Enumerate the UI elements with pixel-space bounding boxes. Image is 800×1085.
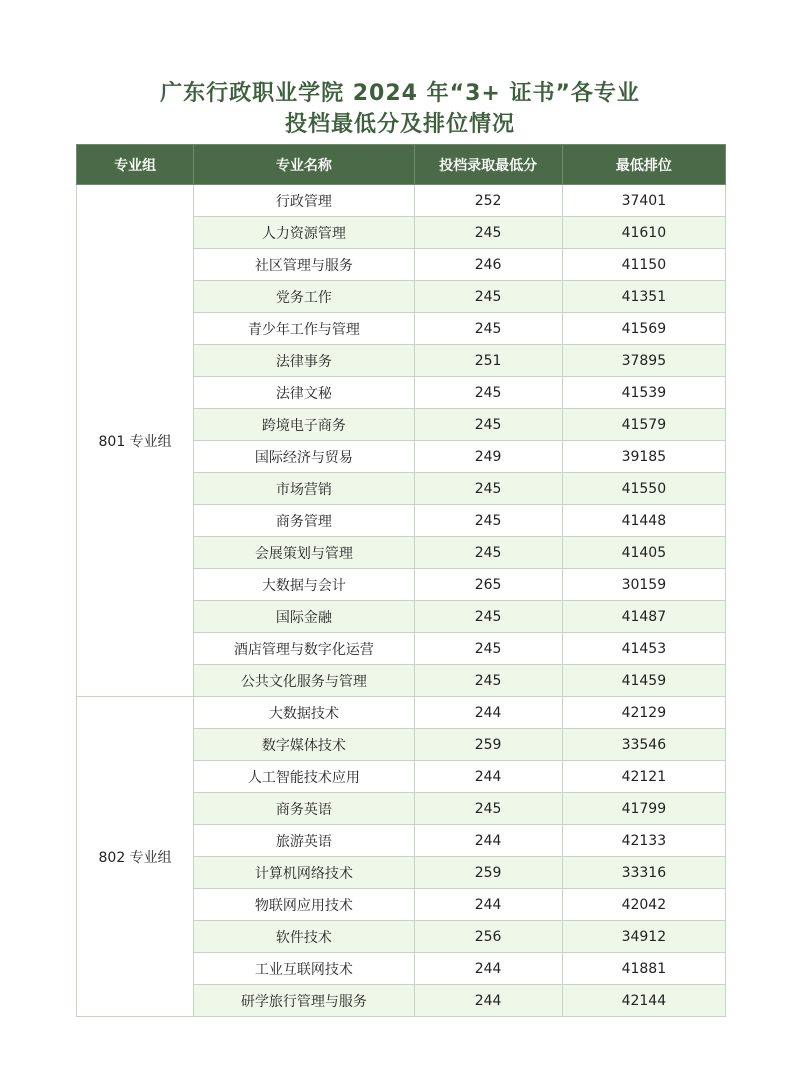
major-name-cell: 研学旅行管理与服务 <box>194 985 414 1017</box>
page-title: 广东行政职业学院 2024 年“3+ 证书”各专业 <box>160 81 640 106</box>
min-rank-cell: 41448 <box>562 505 725 537</box>
major-name-cell: 物联网应用技术 <box>194 889 414 921</box>
min-rank-cell: 42144 <box>562 985 725 1017</box>
min-score-cell: 245 <box>414 377 562 409</box>
min-score-cell: 251 <box>414 345 562 377</box>
min-rank-cell: 37895 <box>562 345 725 377</box>
min-rank-cell: 41881 <box>562 953 725 985</box>
min-rank-cell: 37401 <box>562 185 725 217</box>
min-score-cell: 245 <box>414 793 562 825</box>
major-name-cell: 市场营销 <box>194 473 414 505</box>
min-rank-cell: 34912 <box>562 921 725 953</box>
min-rank-cell: 41610 <box>562 217 725 249</box>
table-row <box>77 185 726 217</box>
header-group: 专业组 <box>77 145 194 185</box>
major-name-cell: 工业互联网技术 <box>194 953 414 985</box>
min-rank-cell: 41569 <box>562 313 725 345</box>
min-score-cell: 245 <box>414 633 562 665</box>
min-score-cell: 244 <box>414 953 562 985</box>
major-name-cell: 人工智能技术应用 <box>194 761 414 793</box>
min-rank-cell: 39185 <box>562 441 725 473</box>
major-name-cell: 软件技术 <box>194 921 414 953</box>
min-score-cell: 252 <box>414 185 562 217</box>
min-rank-cell: 42133 <box>562 825 725 857</box>
min-score-cell: 249 <box>414 441 562 473</box>
major-name-cell: 党务工作 <box>194 281 414 313</box>
min-score-cell: 245 <box>414 217 562 249</box>
min-rank-cell: 41550 <box>562 473 725 505</box>
min-rank-cell: 42042 <box>562 889 725 921</box>
major-name-cell: 法律事务 <box>194 345 414 377</box>
min-score-cell: 245 <box>414 409 562 441</box>
min-score-cell: 245 <box>414 281 562 313</box>
min-rank-cell: 41351 <box>562 281 725 313</box>
table-body <box>77 185 726 1017</box>
min-score-cell: 259 <box>414 729 562 761</box>
min-score-cell: 246 <box>414 249 562 281</box>
major-name-cell: 大数据技术 <box>194 697 414 729</box>
min-rank-cell: 41799 <box>562 793 725 825</box>
min-rank-cell: 42121 <box>562 761 725 793</box>
min-rank-cell: 41405 <box>562 537 725 569</box>
major-name-cell: 会展策划与管理 <box>194 537 414 569</box>
min-score-cell: 259 <box>414 857 562 889</box>
group-name-cell: 802 专业组 <box>77 697 194 1017</box>
major-name-cell: 国际金融 <box>194 601 414 633</box>
major-name-cell: 青少年工作与管理 <box>194 313 414 345</box>
min-score-cell: 244 <box>414 761 562 793</box>
min-score-cell: 265 <box>414 569 562 601</box>
min-score-cell: 244 <box>414 697 562 729</box>
min-score-cell: 256 <box>414 921 562 953</box>
page-subtitle: 投档最低分及排位情况 <box>284 112 515 137</box>
major-name-cell: 法律文秘 <box>194 377 414 409</box>
major-name-cell: 人力资源管理 <box>194 217 414 249</box>
header-min-score: 投档录取最低分 <box>414 145 562 185</box>
table-row <box>77 697 726 729</box>
min-score-cell: 244 <box>414 825 562 857</box>
score-table <box>76 144 726 1017</box>
major-name-cell: 公共文化服务与管理 <box>194 665 414 697</box>
min-score-cell: 245 <box>414 473 562 505</box>
min-rank-cell: 41487 <box>562 601 725 633</box>
major-name-cell: 商务管理 <box>194 505 414 537</box>
major-name-cell: 酒店管理与数字化运营 <box>194 633 414 665</box>
major-name-cell: 跨境电子商务 <box>194 409 414 441</box>
major-name-cell: 数字媒体技术 <box>194 729 414 761</box>
header-min-rank: 最低排位 <box>562 145 725 185</box>
min-rank-cell: 30159 <box>562 569 725 601</box>
min-rank-cell: 41539 <box>562 377 725 409</box>
min-rank-cell: 33316 <box>562 857 725 889</box>
min-rank-cell: 41579 <box>562 409 725 441</box>
min-score-cell: 245 <box>414 313 562 345</box>
min-rank-cell: 41150 <box>562 249 725 281</box>
major-name-cell: 国际经济与贸易 <box>194 441 414 473</box>
major-name-cell: 计算机网络技术 <box>194 857 414 889</box>
major-name-cell: 行政管理 <box>194 185 414 217</box>
group-name-cell: 801 专业组 <box>77 185 194 697</box>
header-major: 专业名称 <box>194 145 414 185</box>
major-name-cell: 旅游英语 <box>194 825 414 857</box>
min-score-cell: 245 <box>414 537 562 569</box>
min-rank-cell: 33546 <box>562 729 725 761</box>
min-rank-cell: 41453 <box>562 633 725 665</box>
min-rank-cell: 42129 <box>562 697 725 729</box>
min-rank-cell: 41459 <box>562 665 725 697</box>
table-header-row <box>77 145 726 185</box>
min-score-cell: 245 <box>414 601 562 633</box>
major-name-cell: 社区管理与服务 <box>194 249 414 281</box>
min-score-cell: 244 <box>414 985 562 1017</box>
min-score-cell: 245 <box>414 665 562 697</box>
min-score-cell: 244 <box>414 889 562 921</box>
major-name-cell: 大数据与会计 <box>194 569 414 601</box>
major-name-cell: 商务英语 <box>194 793 414 825</box>
min-score-cell: 245 <box>414 505 562 537</box>
